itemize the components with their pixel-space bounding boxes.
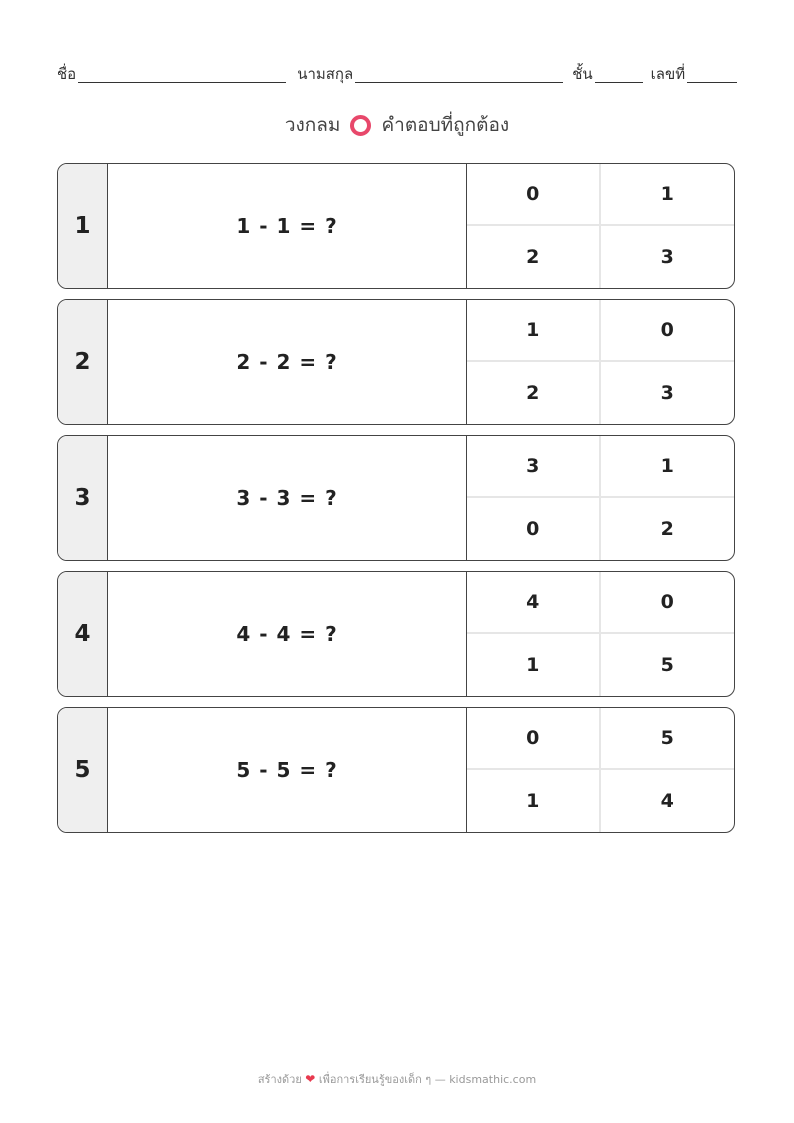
footer [0, 1070, 794, 1088]
question-number: 2 [58, 300, 108, 424]
answer-choice[interactable]: 5 [660, 654, 674, 676]
answer-choice[interactable]: 3 [660, 246, 674, 268]
question-card [57, 299, 735, 425]
question-equation: 3 - 3 = ? [108, 436, 467, 560]
circle-icon [350, 115, 371, 136]
answer-choice[interactable]: 1 [601, 436, 735, 498]
footer-tagline: เพื่อการเรียนรู้ของเด็ก ๆ — kidsmathic.com [318, 1073, 537, 1086]
question-number: 3 [58, 436, 108, 560]
answer-choice[interactable]: 5 [601, 708, 735, 770]
question-number: 4 [58, 572, 108, 696]
number-field[interactable] [687, 81, 737, 83]
answer-choice[interactable]: 0 [601, 572, 735, 634]
answer-choice[interactable]: 2 [467, 226, 601, 288]
name-field[interactable] [78, 81, 286, 83]
answer-choices [467, 300, 734, 424]
answer-choice[interactable]: 1 [467, 770, 601, 832]
instruction-before: วงกลม [284, 114, 341, 136]
question-equation: 2 - 2 = ? [108, 300, 467, 424]
student-info-row [57, 64, 748, 86]
answer-choices [467, 436, 734, 560]
question-equation: 5 - 5 = ? [108, 708, 467, 832]
question-card [57, 571, 735, 697]
instruction-after: คำตอบที่ถูกต้อง [381, 114, 510, 136]
answer-choice[interactable]: 1 [467, 300, 601, 362]
answer-choice[interactable]: 4 [467, 572, 601, 634]
question-number: 1 [58, 164, 108, 288]
answer-choice[interactable]: 2 [467, 362, 601, 424]
question-equation: 1 - 1 = ? [108, 164, 467, 288]
heart-icon: ❤ [305, 1072, 316, 1086]
footer-made-with: สร้างด้วย [257, 1073, 302, 1086]
name-label: ชื่อ [57, 65, 77, 83]
answer-choice[interactable]: 0 [467, 708, 601, 770]
class-label: ชั้น [572, 65, 593, 83]
answer-choice[interactable]: 2 [660, 518, 674, 540]
answer-choice[interactable]: 1 [601, 164, 735, 226]
instruction [0, 110, 794, 140]
number-label: เลขที่ [650, 65, 686, 83]
question-card [57, 163, 735, 289]
answer-choice[interactable]: 3 [467, 436, 601, 498]
answer-choices [467, 708, 734, 832]
answer-choice[interactable]: 0 [601, 300, 735, 362]
answer-choices [467, 164, 734, 288]
surname-field[interactable] [355, 81, 563, 83]
answer-choice[interactable]: 4 [660, 790, 674, 812]
question-equation: 4 - 4 = ? [108, 572, 467, 696]
question-card [57, 435, 735, 561]
answer-choice[interactable]: 3 [660, 382, 674, 404]
answer-choice[interactable]: 1 [467, 634, 601, 696]
class-field[interactable] [595, 81, 643, 83]
question-card [57, 707, 735, 833]
surname-label: นามสกุล [297, 65, 354, 83]
question-number: 5 [58, 708, 108, 832]
answer-choices [467, 572, 734, 696]
answer-choice[interactable]: 0 [467, 164, 601, 226]
answer-choice[interactable]: 0 [467, 498, 601, 560]
